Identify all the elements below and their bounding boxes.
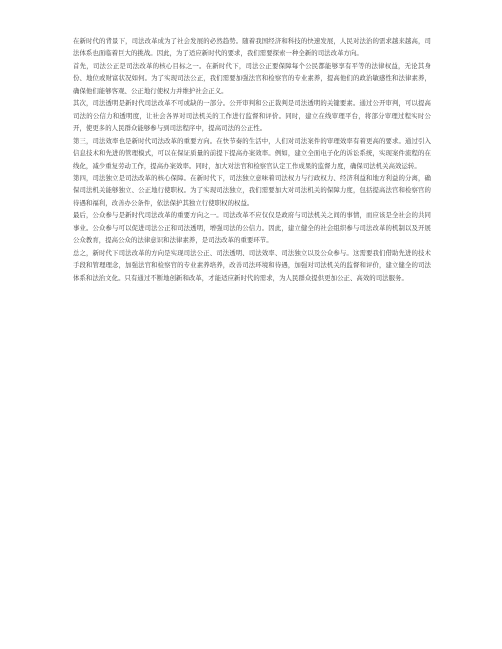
paragraph-intro: 在新时代的背景下，司法改革成为了社会发展的必然趋势。随着我国经济和科技的快速发展，人民对法治的需求越来越高，司法体系也面临着巨大的挑战。因此，为了适应新时代的要求，我们需要探索一种全新的司法改革方向。 xyxy=(73,37,431,58)
document-body xyxy=(73,35,431,284)
paragraph-judicial-transparency: 其次，司法透明是新时代司法改革不可或缺的一部分。公开审判和公正裁判是司法透明的关键要素。通过公开审判，可以提高司法的公信力和透明度，让社会各界对司法机关的工作进行监督和评价。同时，建立在线审理平台，将部分审理过程实时公开，使更多的人民群众能够参与到司法程序中，提高司法的公正性。 xyxy=(73,99,431,133)
paragraph-judicial-fairness: 首先，司法公正是司法改革的核心目标之一。在新时代下，司法公正要保障每个公民都能够享有平等的法律权益，无论其身份、地位或财富状况如何。为了实现司法公正，我们需要加强法官和检察官的专业素养，提高他们的政治敏感性和法律素养，确保他们能够客观、公正地行使权力并维护社会正义。 xyxy=(73,61,431,95)
paragraph-judicial-efficiency: 第三，司法效率也是新时代司法改革的重要方向。在快节奏的生活中，人们对司法案件的审理效率有着更高的要求。通过引入信息技术和先进的管理模式，可以在保证质量的前提下提高办案效率。例如，建立全面电子化的诉讼系统，实现案件流程的在线化，减少重复劳动工作，提高办案效率。同时，加大对法官和检察官认定工作成果的监督力度，确保司法机关高效运转。 xyxy=(73,136,431,170)
paragraph-conclusion: 总之，新时代下司法改革的方向是实现司法公正、司法透明、司法效率、司法独立以及公众参与。这需要我们借助先进的技术手段和管理理念，加强法官和检察官的专业素养培养，改善司法环境和待遇，加强对司法机关的监督和评价，建立健全的司法体系和法治文化。只有通过不断地创新和改革，才能适应新时代的需求，为人民群众提供更加公正、高效的司法服务。 xyxy=(73,248,431,282)
paragraph-public-participation: 最后，公众参与是新时代司法改革的重要方向之一。司法改革不应仅仅是政府与司法机关之间的事情，而应该是全社会的共同事业。公众参与可以促进司法公正和司法透明，增强司法的公信力。因此，建立健全的社会组织参与司法改革的机制以及开展公众教育，提高公众的法律意识和法律素养，是司法改革的重要环节。 xyxy=(73,211,431,245)
paragraph-judicial-independence: 第四，司法独立是司法改革的核心保障。在新时代下，司法独立意味着司法权力与行政权力、经济利益和地方利益的分离，确保司法机关能够独立、公正地行使职权。为了实现司法独立，我们需要加大对司法机关的保障力度，包括提高法官和检察官的待遇和福利，改善办公条件，依法保护其独立行使职权的权益。 xyxy=(73,173,431,207)
